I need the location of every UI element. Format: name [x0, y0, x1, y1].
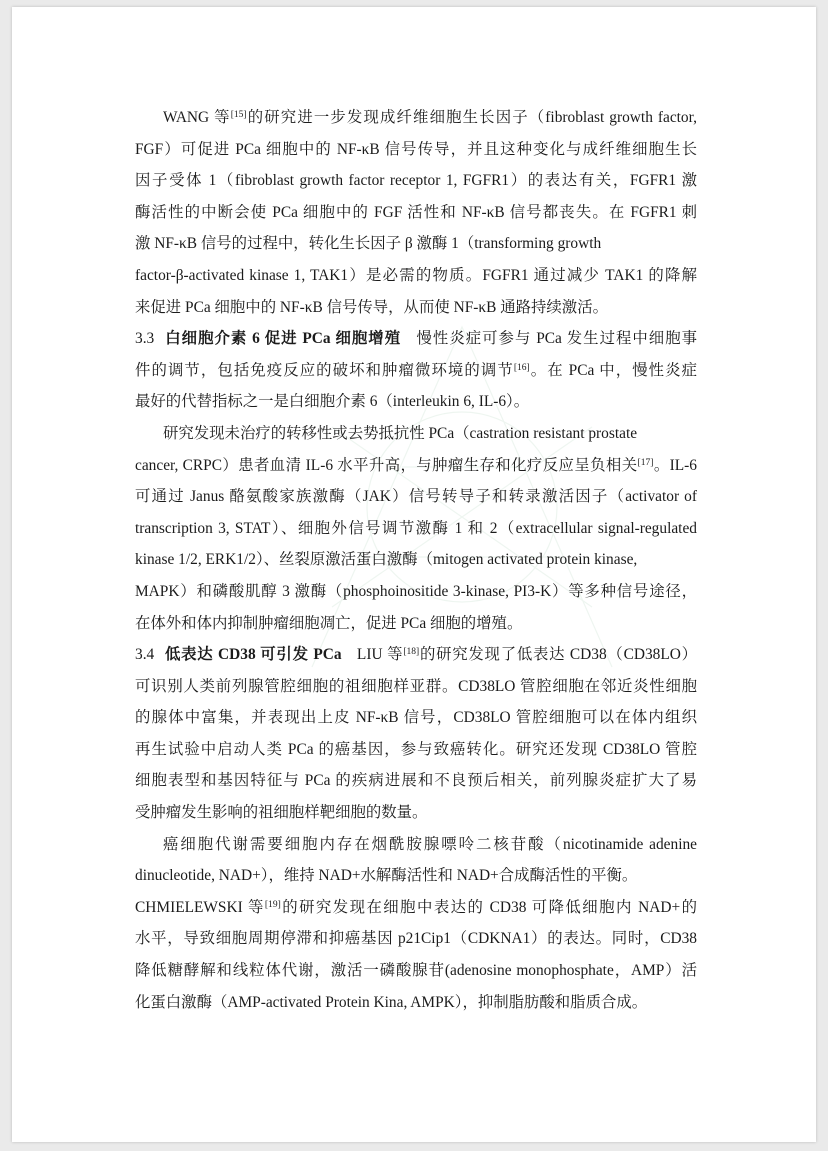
text-line: 可通过 Janus 酪氨酸家族激酶（JAK）信号转导子和转录激活因子（activator of: [135, 488, 697, 506]
text-run: 慢性炎症可参与 PCa 发生过程中细胞事: [416, 330, 697, 348]
text-run: 。IL-6: [653, 456, 697, 474]
text-line: 来促进 PCa 细胞中的 NF-κB 信号传导，从而使 NF-κB 通路持续激活。: [135, 298, 608, 316]
text-line: 化蛋白激酶（AMP-activated Protein Kina, AMPK），抑制脂肪酸和脂质合成。: [135, 993, 648, 1011]
text-line: 因子受体 1（fibroblast growth factor receptor 1, FGFR1）的表达有关，FGFR1 激: [135, 172, 697, 190]
text-line: 的腺体中富集，并表现出上皮 NF-κB 信号，CD38LO 管腔细胞可以在体内组织: [135, 709, 697, 727]
text-line: [135, 450, 697, 482]
section-number: 3.4: [135, 646, 155, 664]
citation-ref: [15]: [230, 108, 247, 120]
text-run: CHMIELEWSKI 等: [135, 898, 265, 916]
text-line: 可识别人类前列腺管腔细胞的祖细胞样亚群。CD38LO 管腔细胞在邻近炎性细胞: [135, 677, 697, 695]
text-run: 的研究进一步发现成纤维细胞生长因子（fibroblast growth factor,: [246, 109, 697, 126]
text-line: transcription 3, STAT）、细胞外信号调节激酶 1 和 2（extracellular signal-regulated: [135, 519, 697, 537]
text-run: 。在 PCa 中，慢性炎症: [529, 361, 697, 379]
text-line: factor-β-activated kinase 1, TAK1）是必需的物质。FGFR1 通过减少 TAK1 的降解: [135, 266, 697, 284]
text-line: dinucleotide, NAD+），维持 NAD+水解酶活性和 NAD+合成酶活性的平衡。: [135, 867, 638, 885]
text-line: MAPK）和磷酸肌醇 3 激酶（phosphoinositide 3-kinase, PI3-K）等多种信号途径，: [135, 582, 697, 600]
paragraph: [135, 323, 697, 418]
text-line: 受肿瘤发生影响的祖细胞样靶细胞的数量。: [135, 804, 428, 822]
citation-ref: [18]: [403, 645, 420, 657]
section-number: 3.3: [135, 330, 155, 348]
text-line: 再生试验中启动人类 PCa 的癌基因，参与致癌转化。研究还发现 CD38LO 管腔: [135, 740, 697, 758]
section-title: 白细胞介素 6 促进 PCa 细胞增殖: [164, 330, 402, 348]
paragraph: [135, 639, 697, 829]
paragraph: [135, 418, 697, 639]
text-run: WANG 等: [163, 109, 231, 126]
text-line: 研究发现未治疗的转移性或去势抵抗性 PCa（castration resistant prostate: [163, 424, 638, 442]
document-page: [12, 7, 816, 1142]
text-line: 酶活性的中断会使 PCa 细胞中的 FGF 活性和 NF-κB 信号都丧失。在 FGFR1 刺: [135, 203, 697, 221]
text-line: 在体外和体内抑制肿瘤细胞凋亡，促进 PCa 细胞的增殖。: [135, 614, 523, 632]
section-title: 低表达 CD38 可引发 PCa: [164, 646, 342, 664]
body-text: [135, 102, 697, 1018]
text-run: 件的调节，包括免疫反应的破坏和肿瘤微环境的调节: [135, 361, 514, 379]
text-line: [135, 323, 697, 355]
text-line: 细胞表型和基因特征与 PCa 的疾病进展和不良预后相关，前列腺炎症扩大了易: [135, 772, 697, 790]
paragraph: [135, 102, 697, 323]
text-line: 水平，导致细胞周期停滞和抑癌基因 p21Cip1（CDKNA1）的表达。同时，CD38: [135, 930, 697, 948]
citation-ref: [17]: [637, 456, 654, 468]
text-line: [135, 102, 697, 134]
text-line: [135, 639, 697, 671]
text-line: 最好的代替指标之一是白细胞介素 6（interleukin 6, IL-6）。: [135, 393, 530, 411]
text-run: 的研究发现在细胞中表达的 CD38 可降低细胞内 NAD+的: [280, 898, 697, 916]
text-run: cancer, CRPC）患者血清 IL-6 水平升高，与肿瘤生存和化疗反应呈负相关: [135, 456, 638, 474]
text-line: 激 NF-κB 信号的过程中，转化生长因子 β 激酶 1（transforming growth: [135, 235, 602, 253]
citation-ref: [19]: [264, 898, 281, 910]
paragraph: [135, 829, 697, 1019]
citation-ref: [16]: [513, 361, 530, 373]
text-line: 降低糖酵解和线粒体代谢，激活一磷酸腺苷(adenosine monophosphate，AMP）活: [135, 962, 697, 980]
text-line: [135, 355, 697, 387]
text-line: kinase 1/2, ERK1/2）、丝裂原激活蛋白激酶（mitogen activated protein kinase,: [135, 551, 638, 569]
text-line: FGF）可促进 PCa 细胞中的 NF-κB 信号传导，并且这种变化与成纤维细胞生长: [135, 140, 697, 158]
text-run: LIU 等: [356, 646, 404, 664]
text-line: [135, 892, 697, 924]
text-run: 的研究发现了低表达 CD38（CD38LO）: [419, 646, 698, 664]
text-line: 癌细胞代谢需要细胞内存在烟酰胺腺嘌呤二核苷酸（nicotinamide adenine: [163, 835, 697, 853]
